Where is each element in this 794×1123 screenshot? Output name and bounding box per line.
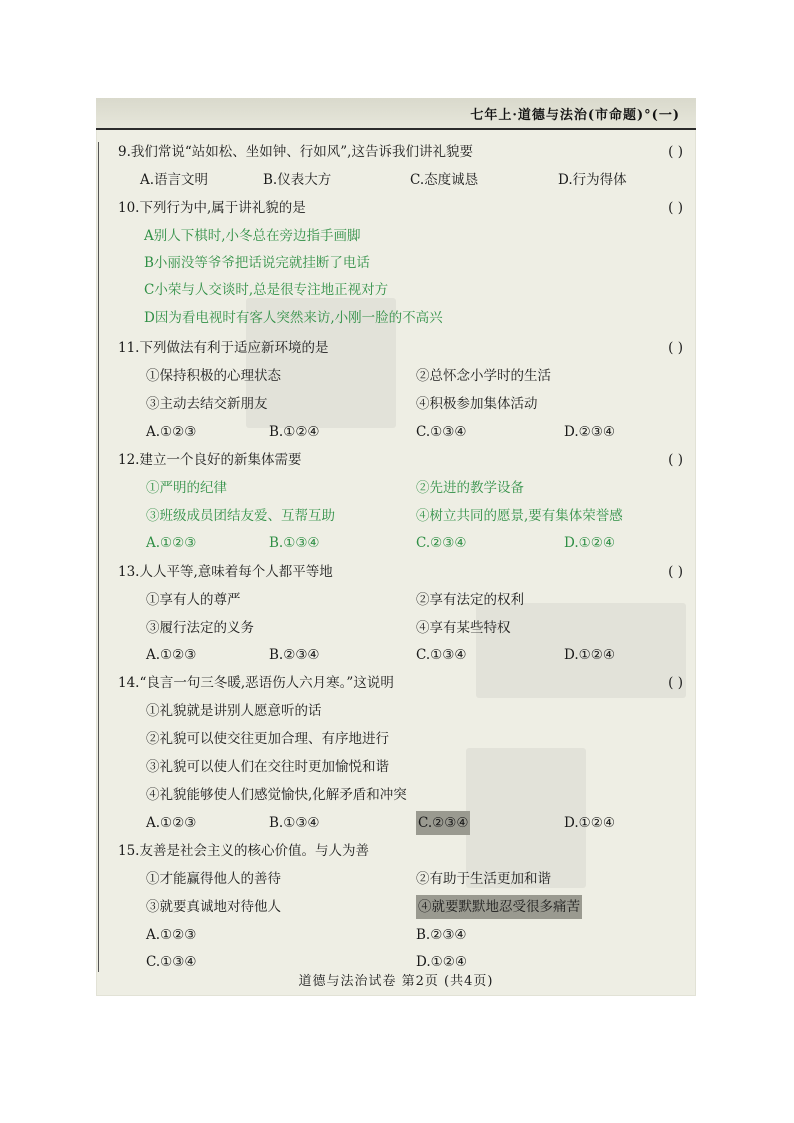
question-11-stem	[118, 336, 683, 360]
statement-4: ④就要默默地忍受很多痛苦	[416, 895, 582, 919]
statement-4: ④享有某些特权	[416, 620, 511, 636]
question-12-options	[146, 531, 686, 555]
option-d: D.①②④	[564, 815, 615, 831]
question-9-options	[140, 168, 680, 192]
option-c: C.①③④	[416, 647, 467, 663]
statement-3: ③就要真诚地对待他人	[146, 899, 281, 915]
question-text: 10.下列行为中,属于讲礼貌的是	[118, 200, 306, 216]
question-13-stem	[118, 560, 683, 584]
statement-2: ②总怀念小学时的生活	[416, 368, 551, 384]
option-a: A.①②③	[146, 647, 197, 663]
option-b: B.①③④	[269, 815, 320, 831]
question-10-option-d: D因为看电视时有客人突然来访,小刚一脸的不高兴	[144, 310, 443, 326]
statement-3: ③履行法定的义务	[146, 620, 254, 636]
answer-bracket: ( )	[668, 564, 683, 580]
question-text: 13.人人平等,意味着每个人都平等地	[118, 564, 333, 580]
answer-bracket: ( )	[668, 144, 683, 160]
statement-1: ①才能赢得他人的善待	[146, 871, 281, 887]
question-12-items-row1	[146, 476, 686, 500]
statement-1: ①享有人的尊严	[146, 592, 241, 608]
option-c: C.②③④	[416, 535, 467, 551]
question-14-statement-1: ①礼貌就是讲别人愿意听的话	[146, 703, 322, 719]
option-d: D.①②④	[564, 647, 615, 663]
option-a: A.①②③	[146, 815, 197, 831]
question-10-stem	[118, 196, 683, 220]
question-11-items-row1	[146, 364, 686, 388]
statement-4: ④积极参加集体活动	[416, 396, 538, 412]
statement-3: ③主动去结交新朋友	[146, 396, 268, 412]
question-11-options	[146, 420, 686, 444]
question-12-items-row2	[146, 504, 686, 528]
page-footer: 道德与法治试卷 第2页 (共4页)	[298, 974, 494, 989]
answer-bracket: ( )	[668, 200, 683, 216]
statement-2: ②享有法定的权利	[416, 592, 524, 608]
question-text: 11.下列做法有利于适应新环境的是	[118, 340, 329, 356]
question-14-statement-3: ③礼貌可以使人们在交往时更加愉悦和谐	[146, 759, 389, 775]
question-text: 14.“良言一句三冬暖,恶语伤人六月寒。”这说明	[118, 675, 394, 691]
option-a: A.①②③	[146, 927, 197, 943]
statement-2: ②有助于生活更加和谐	[416, 871, 551, 887]
question-14-statement-2: ②礼貌可以使交往更加合理、有序地进行	[146, 731, 389, 747]
option-a: A.①②③	[146, 424, 197, 440]
question-11-items-row2	[146, 392, 686, 416]
question-15-options-row1	[146, 923, 686, 947]
question-12-stem	[118, 448, 683, 472]
question-13-options	[146, 643, 686, 667]
option-b: B.①②④	[269, 424, 320, 440]
question-15-stem	[118, 839, 683, 863]
option-c: C.②③④	[416, 811, 470, 835]
answer-bracket: ( )	[668, 675, 683, 691]
question-14-statement-4: ④礼貌能够使人们感觉愉快,化解矛盾和冲突	[146, 787, 407, 803]
question-text: 9.我们常说“站如松、坐如钟、行如风”,这告诉我们讲礼貌要	[118, 144, 473, 160]
option-b: B.仪表大方	[263, 172, 332, 188]
option-b: B.②③④	[416, 927, 467, 943]
question-text: 15.友善是社会主义的核心价值。与人为善	[118, 843, 369, 859]
statement-1: ①保持积极的心理状态	[146, 368, 281, 384]
question-10-option-c: C小荣与人交谈时,总是很专注地正视对方	[144, 282, 389, 298]
question-list	[96, 98, 696, 996]
option-c: C.态度诚恳	[410, 172, 479, 188]
option-d: D.②③④	[564, 424, 615, 440]
option-d: D.行为得体	[558, 172, 627, 188]
option-c: C.①③④	[416, 424, 467, 440]
option-b: B.②③④	[269, 647, 320, 663]
question-text: 12.建立一个良好的新集体需要	[118, 452, 302, 468]
question-13-items-row2	[146, 616, 686, 640]
question-9-stem	[118, 140, 683, 164]
answer-bracket: ( )	[668, 452, 683, 468]
question-13-items-row1	[146, 588, 686, 612]
statement-1: ①严明的纪律	[146, 480, 227, 496]
statement-3: ③班级成员团结友爱、互帮互助	[146, 508, 335, 524]
statement-2: ②先进的教学设备	[416, 480, 524, 496]
question-10-option-b: B小丽没等爷爷把话说完就挂断了电话	[144, 255, 370, 271]
option-c: C.①③④	[146, 954, 197, 970]
question-15-items-row1	[146, 867, 686, 891]
exam-page	[96, 98, 696, 996]
option-a: A.语言文明	[140, 172, 209, 188]
page-header-title: 七年上·道德与法治(市命题)°(一)	[470, 108, 680, 123]
statement-4: ④树立共同的愿景,要有集体荣誉感	[416, 508, 623, 524]
question-14-stem	[118, 671, 683, 695]
question-14-options	[146, 811, 686, 835]
question-15-items-row2	[146, 895, 686, 919]
question-10-option-a: A别人下棋时,小冬总在旁边指手画脚	[144, 228, 361, 244]
option-d: D.①②④	[416, 954, 467, 970]
question-15-options-row2	[146, 950, 686, 974]
option-d: D.①②④	[564, 535, 615, 551]
option-a: A.①②③	[146, 535, 197, 551]
option-b: B.①③④	[269, 535, 320, 551]
answer-bracket: ( )	[668, 340, 683, 356]
